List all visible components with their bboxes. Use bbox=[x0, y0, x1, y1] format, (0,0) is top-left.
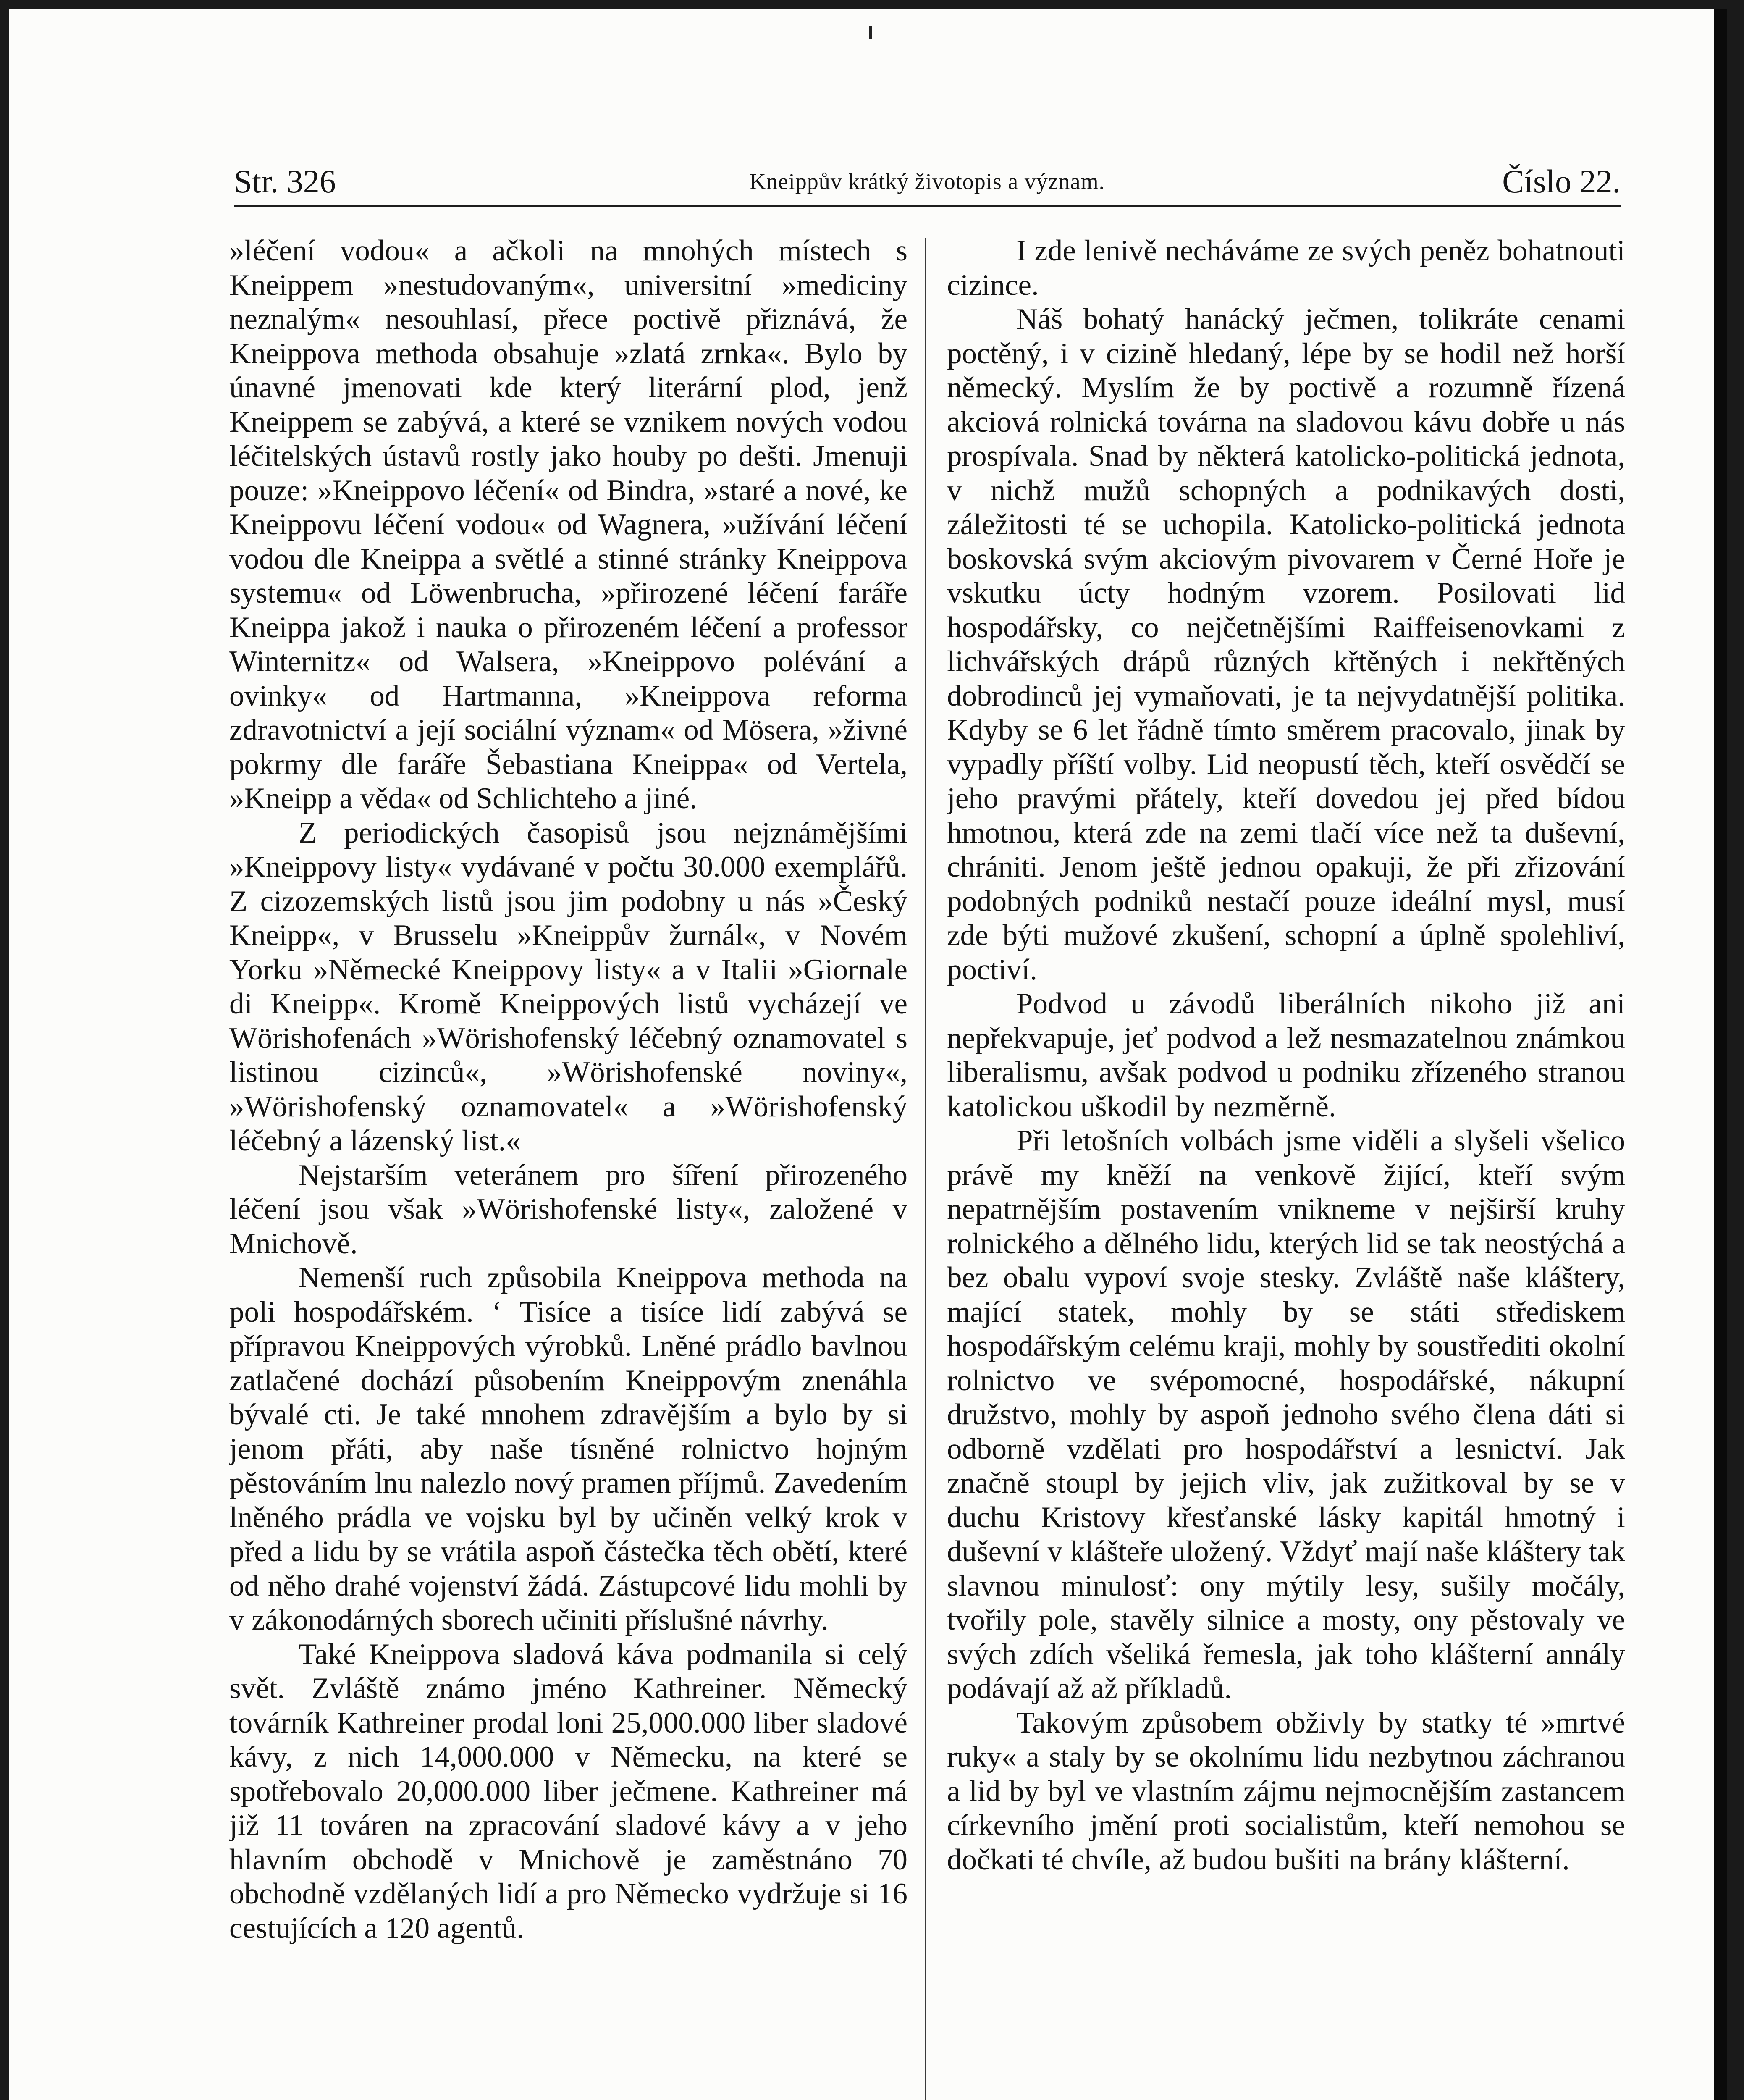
running-title: Kneippův krátký životopis a význam. bbox=[749, 169, 1105, 194]
page bbox=[9, 9, 1727, 2100]
paragraph: Z periodických časopisů jsou nejznámějšími »Kneippovy listy« vydávané v počtu 30.000 exemplářů. Z cizozemských listů jsou jim podobny u nás »Český Kneipp«, v Brusselu »Kneippův žurnál«, v Novém Yorku »Německé Kneippovy listy« a v Italii »Giornale di Kneipp«. Kromě Kneippových listů vycházejí ve Wörishofenách »Wörishofenský léčebný oznamovatel s listinou cizinců«, »Wörishofenské noviny«, »Wörishofenský oznamovatel« a »Wörishofenský léčebný a lázenský list.« bbox=[229, 816, 907, 1157]
right-column bbox=[947, 234, 1625, 2100]
paragraph: »léčení vodou« a ačkoli na mnohých místech s Kneippem »nestudovaným«, universitní »mediciny neznalým« nesouhlasí, přece poctivě přiznává, že Kneippova methoda obsahuje »zlatá zrnka«. Bylo by únavné jmenovati kde který literární plod, jenž Kneippem se zabývá, a které se vznikem nových vodou léčitelských ústavů rostly jako houby po dešti. Jmenuji pouze: »Kneippovo léčení« od Bindra, »staré a nové, ke Kneippovu léčení vodou« od Wagnera, »užívání léčení vodou dle Kneippa a světlé a stinné stránky Kneippova systemu« od Löwenbrucha, »přirozené léčení faráře Kneippa jakož i nauka o přirozeném léčení a professor Winternitz« od Walsera, »Kneippovo polévání a ovinky« od Hartmanna, »Kneippova reforma zdravotnictví a její sociální význam« od Mösera, »živné pokrmy dle faráře Šebastiana Kneippa« od Vertela, »Kneipp a věda« od Schlichteho a jiné. bbox=[229, 234, 907, 815]
paragraph: Nejstarším veteránem pro šíření přirozeného léčení jsou však »Wörishofenské listy«, založené v Mnichově. bbox=[229, 1158, 907, 1260]
paragraph: Také Kneippova sladová káva podmanila si celý svět. Zvláště známo jméno Kathreiner. Německý továrník Kathreiner prodal loni 25,000.000 liber sladové kávy, z nich 14,000.000 v Německu, na které se spotřebovalo 20,000.000 liber ječmene. Kathreiner má již 11 továren na zpracování sladové kávy a v jeho hlavním obchodě v Mnichově je zaměstnáno 70 obchodně vzdělaných lidí a pro Německo vydržuje si 16 cestujících a 120 agentů. bbox=[229, 1638, 907, 1945]
column-divider bbox=[925, 238, 926, 2100]
left-column bbox=[229, 234, 907, 2100]
running-header bbox=[234, 158, 1621, 205]
header-rule bbox=[234, 205, 1621, 207]
paragraph: Při letošních volbách jsme viděli a slyšeli všelico právě my kněží na venkově žijící, kteří svým nepatrnějším postavením vnikneme v nejširší kruhy rolnického a dělného lidu, kterých lid se tak neostýchá a bez obalu vypoví svoje stesky. Zvláště naše kláštery, mající statek, mohly by se státi střediskem hospodářským celému kraji, mohly by soustřediti okolní rolnictvo ve svépomocné, hospodářské, nákupní družstvo, mohly by aspoň jednoho svého člena dáti si odborně vzdělati pro hospodářství a lesnictví. Jak značně stoupl by jejich vliv, jak zužitkoval by se v duchu Kristovy křesťanské lásky kapitál hmotný i duševní v klášteře uložený. Vždyť mají naše kláštery tak slavnou minulosť: ony mýtily lesy, sušily močály, tvořily pole, stavěly silnice a mosty, ony pěstovaly ve svých zdích všeliká řemesla, jak toho klášterní annály podávají až až příkladů. bbox=[947, 1124, 1625, 1705]
paragraph: I zde lenivě necháváme ze svých peněz bohatnouti cizince. bbox=[947, 234, 1625, 302]
page-number: Str. 326 bbox=[234, 163, 336, 200]
paragraph: Nemenší ruch způsobila Kneippova methoda na poli hospodářském. ‘ Tisíce a tisíce lidí zabývá se přípravou Kneippových výrobků. Lněné prádlo bavlnou zatlačené dochází působením Kneippovým znenáhla bývalé cti. Je také mnohem zdravějším a bylo by si jenom přáti, aby naše tísněné rolnictvo hojným pěstováním lnu nalezlo nový pramen příjmů. Zavedením lněného prádla ve vojsku byl by učiněn velký krok v před a lidu by se vrátila aspoň částečka těch obětí, které od něho drahé vojenství žádá. Zástupcové lidu mohli by v zákonodárných sborech učiniti příslušné návrhy. bbox=[229, 1261, 907, 1636]
paragraph: Podvod u závodů liberálních nikoho již ani nepřekvapuje, jeť podvod a lež nesmazatelnou známkou liberalismu, avšak podvod u podniku zřízeného stranou katolickou uškodil by nezměrně. bbox=[947, 987, 1625, 1123]
issue-number: Číslo 22. bbox=[1502, 163, 1621, 200]
paragraph: Náš bohatý hanácký ječmen, tolikráte cenami poctěný, i v cizině hledaný, lépe by se hodil než horší německý. Myslím že by poctivě a rozumně řízená akciová rolnická továrna na sladovou kávu dobře u nás prospívala. Snad by některá katolicko-politická jednota, v nichž mužů schopných a podnikavých dosti, záležitosti té se uchopila. Katolicko-politická jednota boskovská svým akciovým pivovarem v Černé Hoře je vskutku úcty hodným vzorem. Posilovati lid hospodářsky, co nejčetnějšími Raiffeisenovkami z lichvářských drápů různých křtěných i nekřtěných dobrodinců jej vymaňovati, je ta nejvydatnější politika. Kdyby se 6 let řádně tímto směrem pracovalo, jinak by vypadly příští volby. Lid neopustí těch, kteří osvědčí se jeho pravými přátely, kteří dovedou jej před bídou hmotnou, která zde na zemi tlačí více než ta duševní, chrániti. Jenom ještě jednou opakuji, že při zřizování podobných podniků nestačí pouze ideální mysl, musí zde býti mužové zkušení, schopní a úplně spolehliví, poctiví. bbox=[947, 303, 1625, 986]
paragraph: Takovým způsobem obživly by statky té »mrtvé ruky« a staly by se okolnímu lidu nezbytnou záchranou a lid by byl ve vlastním zájmu nejmocnějším zastancem církevního jmění proti socialistům, kteří nemohou se dočkati té chvíle, až budou bušiti na brány klášterní. bbox=[947, 1706, 1625, 1876]
scan-mark bbox=[869, 26, 872, 39]
